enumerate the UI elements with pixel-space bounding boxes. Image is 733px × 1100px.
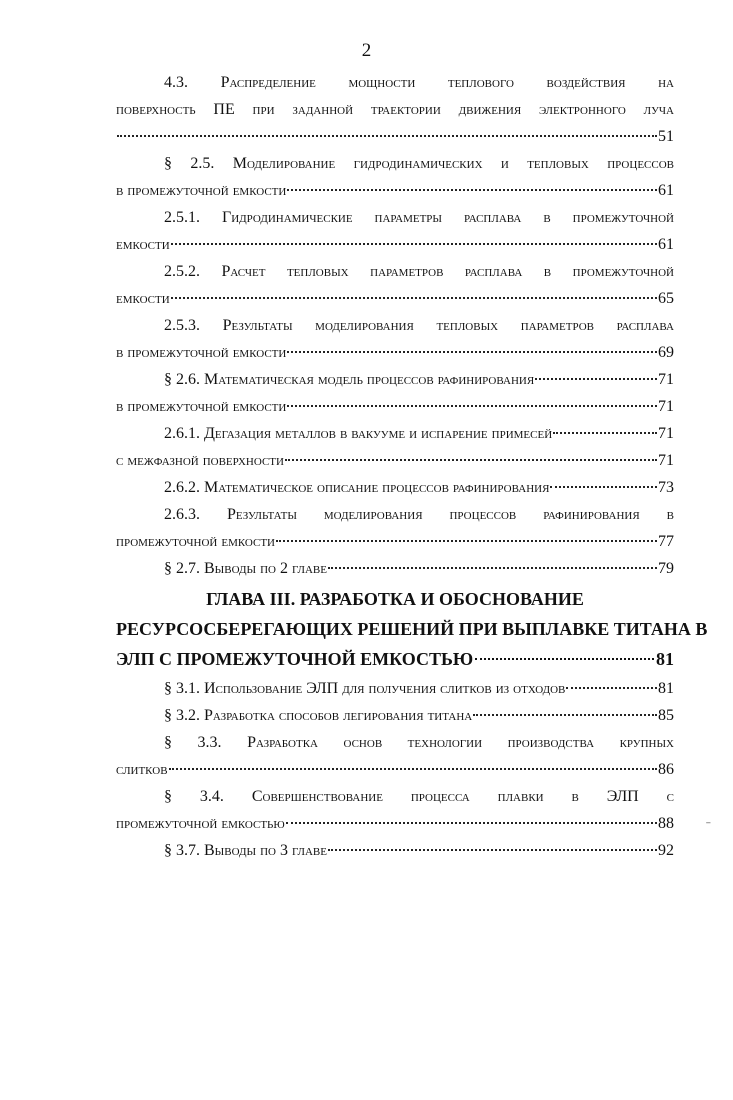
toc-entry-2-6-1-row2 xyxy=(116,448,674,474)
toc-entry-2-6-line1: § 2.6. Математическая модель процессов рафинирования xyxy=(164,371,535,388)
toc-entry-2-6-2-row xyxy=(116,475,674,501)
dot-leader xyxy=(328,567,657,569)
toc-entry-4-3-line2: поверхность ПЕ при заданной траектории движения электронного луча xyxy=(116,101,674,118)
toc-entry-2-6-page: 71 xyxy=(658,398,674,415)
toc-entry-2-5-1-page: 61 xyxy=(658,236,674,253)
dot-leader xyxy=(285,459,657,461)
toc-entry-3-4-line2: промежуточной емкостью xyxy=(116,815,285,832)
toc-entry-2-5-line1: § 2.5. Моделирование гидродинамических и тепловых процессов xyxy=(164,155,674,172)
toc-entry-2-6-1-line1: 2.6.1. Дегазация металлов в вакууме и испарение примесей xyxy=(164,425,553,442)
toc-entry-2-7-line1: § 2.7. Выводы по 2 главе xyxy=(164,560,327,577)
dot-leader xyxy=(328,849,657,851)
toc-entry-2-5-2-row xyxy=(116,286,674,312)
dot-leader xyxy=(287,189,657,191)
dot-leader xyxy=(475,658,654,660)
toc-entry-2-6-1-row1 xyxy=(116,421,674,447)
toc-entry-2-5-2-line2: емкости xyxy=(116,290,170,307)
toc-entry-4-3-line1: 4.3. Распределение мощности теплового воздействия на xyxy=(164,74,674,91)
toc-entry-3-7-page: 92 xyxy=(658,842,674,859)
toc-entry-3-2-row xyxy=(116,703,674,729)
toc-entry-3-4-row xyxy=(116,811,674,837)
toc-entry-3-3-line2: слитков xyxy=(116,761,168,778)
toc-entry-3-3-page: 86 xyxy=(658,761,674,778)
toc-entry-2-6-1-page1: 71 xyxy=(658,425,674,442)
toc-entry-2-6-2-page: 73 xyxy=(658,479,674,496)
toc-entry-3-2-line1: § 3.2. Разработка способов легирования титана xyxy=(164,707,473,724)
table-of-contents xyxy=(116,70,708,864)
toc-entry-3-4-page: 88 xyxy=(658,815,674,832)
toc-entry-3-4-line1: § 3.4. Совершенствование процесса плавки в ЭЛП с xyxy=(164,788,674,805)
toc-entry-2-6-2-line1: 2.6.2. Математическое описание процессов рафинирования xyxy=(164,479,550,496)
toc-entry-2-6-3-line2: промежуточной емкости xyxy=(116,533,275,550)
chapter-3-title-line1: ГЛАВА III. РАЗРАБОТКА И ОБОСНОВАНИЕ xyxy=(206,589,584,609)
toc-entry-2-5-1-line1: 2.5.1. Гидродинамические параметры расплава в промежуточной xyxy=(164,209,674,226)
toc-entry-3-7-row xyxy=(116,838,674,864)
dot-leader xyxy=(171,243,657,245)
toc-entry-2-6-1-line2: с межфазной поверхности xyxy=(116,452,284,469)
toc-entry-3-7-line1: § 3.7. Выводы по 3 главе xyxy=(164,842,327,859)
toc-entry-2-6-row1 xyxy=(116,367,674,393)
toc-entry-2-5-line2: в промежуточной емкости xyxy=(116,182,287,199)
chapter-3-title-line2: РЕСУРСОСБЕРЕГАЮЩИХ РЕШЕНИЙ ПРИ ВЫПЛАВКЕ ТИТАНА В xyxy=(116,619,708,639)
toc-entry-2-6-3-page: 77 xyxy=(658,533,674,550)
page-number: 2 xyxy=(361,40,372,61)
dot-leader xyxy=(553,432,657,434)
dot-leader xyxy=(566,687,657,689)
toc-entry-2-6-line2: в промежуточной емкости xyxy=(116,398,287,415)
toc-entry-2-6-3-line1: 2.6.3. Результаты моделирования процессов рафинирования в xyxy=(164,506,674,523)
dot-leader xyxy=(287,351,657,353)
toc-entry-2-5-row xyxy=(116,178,674,204)
toc-entry-2-7-page: 79 xyxy=(658,560,674,577)
toc-entry-2-7-row xyxy=(116,556,674,582)
dot-leader xyxy=(117,135,657,137)
dot-leader xyxy=(473,714,657,716)
toc-entry-2-5-2-page: 65 xyxy=(658,290,674,307)
toc-entry-2-6-3-row xyxy=(116,529,674,555)
toc-entry-2-5-3-line1: 2.5.3. Результаты моделирования тепловых параметров расплава xyxy=(164,317,674,334)
dot-leader xyxy=(169,768,657,770)
toc-entry-2-5-2-line1: 2.5.2. Расчет тепловых параметров расплава в промежуточной xyxy=(164,263,674,280)
dot-leader xyxy=(550,486,657,488)
toc-entry-2-5-3-page: 69 xyxy=(658,344,674,361)
toc-entry-2-6-row2 xyxy=(116,394,674,420)
toc-entry-2-5-page: 61 xyxy=(658,182,674,199)
toc-entry-3-3-row xyxy=(116,757,674,783)
toc-entry-2-5-1-row xyxy=(116,232,674,258)
toc-entry-3-1-row xyxy=(116,676,674,702)
toc-entry-3-1-line1: § 3.1. Использование ЭЛП для получения слитков из отходов xyxy=(164,680,566,697)
toc-entry-2-5-3-row xyxy=(116,340,674,366)
toc-entry-2-5-3-line2: в промежуточной емкости xyxy=(116,344,287,361)
chapter-3-title-row3 xyxy=(116,644,674,674)
dot-leader xyxy=(286,822,657,824)
dot-leader xyxy=(276,540,657,542)
dot-leader xyxy=(171,297,657,299)
toc-entry-2-5-1-line2: емкости xyxy=(116,236,170,253)
toc-entry-3-1-page: 81 xyxy=(658,680,674,697)
toc-entry-2-6-page1: 71 xyxy=(658,371,674,388)
dot-leader xyxy=(535,378,657,380)
toc-entry-4-3-page: 51 xyxy=(658,128,674,145)
toc-entry-3-3-line1: § 3.3. Разработка основ технологии производства крупных xyxy=(164,734,674,751)
toc-entry-3-2-page: 85 xyxy=(658,707,674,724)
chapter-3-page: 81 xyxy=(656,649,674,669)
toc-entry-2-6-1-page: 71 xyxy=(658,452,674,469)
chapter-3-title-line3: ЭЛП С ПРОМЕЖУТОЧНОЙ ЕМКОСТЬЮ xyxy=(116,649,474,669)
toc-entry-4-3-leader xyxy=(116,124,674,150)
dot-leader xyxy=(287,405,657,407)
scan-speck: ˉ xyxy=(706,820,711,835)
